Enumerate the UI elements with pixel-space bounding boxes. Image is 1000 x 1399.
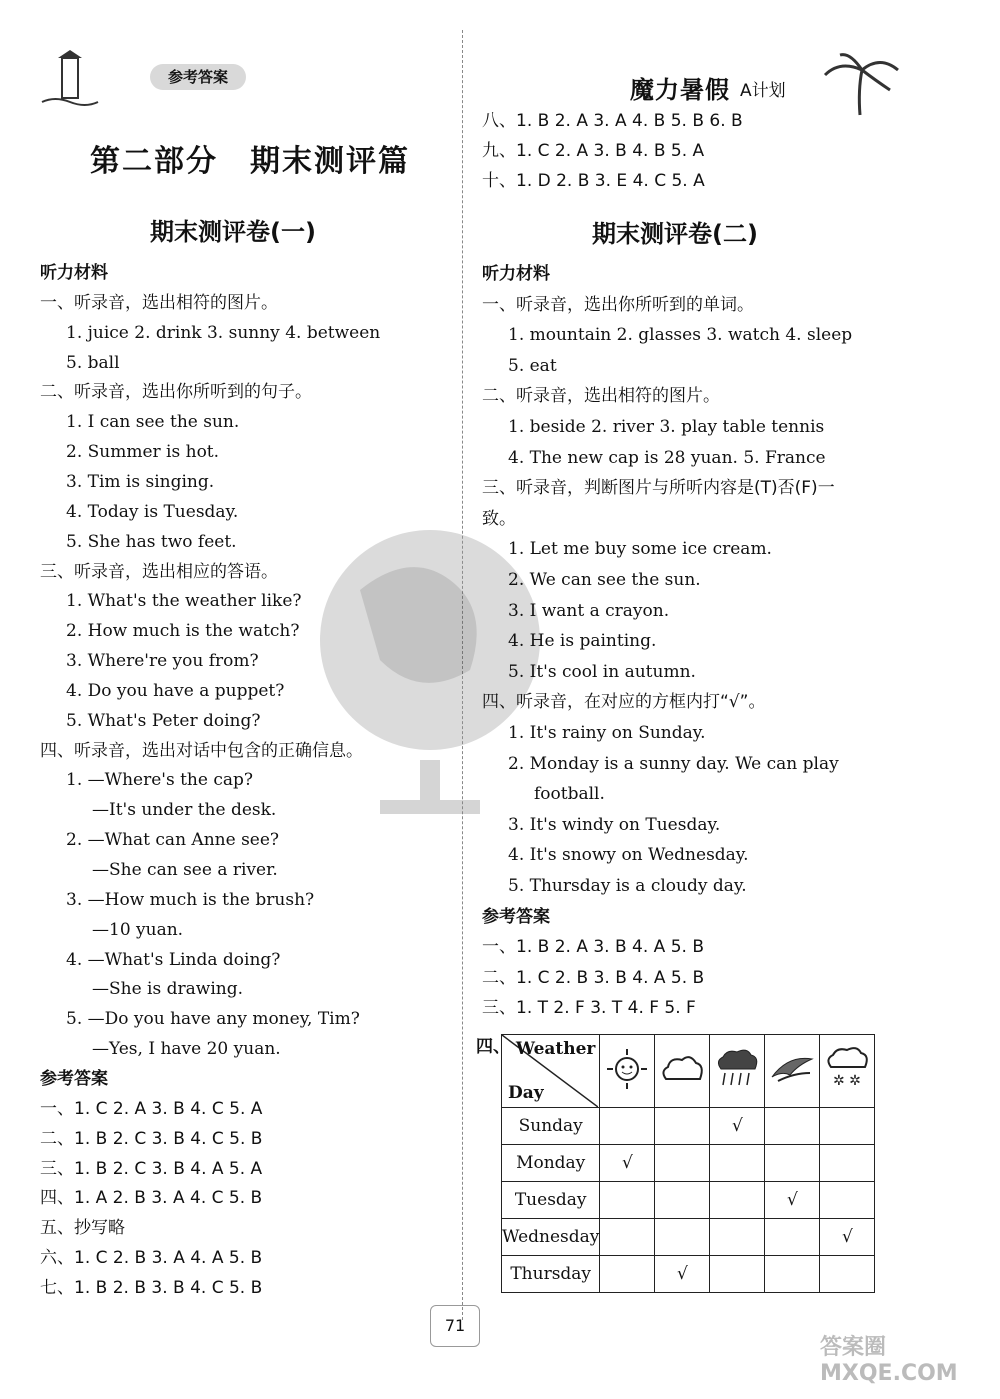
text-line: 一、1. C 2. A 3. B 4. C 5. A (40, 1098, 263, 1119)
text-line: football. (534, 784, 605, 805)
table-row (502, 1182, 875, 1219)
empty-cell (655, 1145, 710, 1182)
check-mark: √ (820, 1219, 875, 1256)
empty-cell (600, 1256, 655, 1293)
text-line: 1. What's the weather like? (66, 591, 302, 612)
brand-subtitle: A计划 (740, 81, 786, 101)
text-line: 一、听录音，选出相符的图片。 (40, 292, 278, 313)
sunny-icon (600, 1035, 655, 1108)
text-line: 3. Where're you from? (66, 651, 259, 672)
text-line: 5. What's Peter doing? (66, 710, 261, 731)
text-line: 1. beside 2. river 3. play table tennis (508, 417, 825, 437)
text-line: 2. We can see the sun. (508, 570, 701, 590)
table-label: 四、 (476, 1037, 510, 1057)
text-line: 四、1. A 2. B 3. A 4. C 5. B (40, 1188, 263, 1209)
text-line: —She is drawing. (92, 979, 243, 1000)
text-line: 5. Thursday is a cloudy day. (508, 876, 747, 896)
text-line: 3. —How much is the brush? (66, 889, 315, 910)
empty-cell (600, 1182, 655, 1219)
text-line: 七、1. B 2. B 3. B 4. C 5. B (40, 1277, 263, 1298)
text-line: 1. I can see the sun. (66, 412, 240, 433)
text-line: 二、听录音，选出你所听到的句子。 (40, 382, 312, 403)
text-line: 2. Summer is hot. (66, 442, 220, 463)
rainy-icon (710, 1035, 765, 1108)
text-line: 4. Do you have a puppet? (66, 680, 285, 701)
section-heading: 听力材料 (40, 263, 108, 283)
section-heading: 参考答案 (482, 906, 550, 927)
text-line: 三、听录音，选出相应的答语。 (40, 561, 278, 582)
empty-cell (765, 1219, 820, 1256)
empty-cell (655, 1219, 710, 1256)
page-number: 71 (430, 1305, 480, 1347)
text-line: 2. —What can Anne see? (66, 830, 280, 851)
check-mark: √ (765, 1182, 820, 1219)
empty-cell (600, 1219, 655, 1256)
text-line: 二、听录音，选出相符的图片。 (482, 386, 720, 407)
text-line: 4. —What's Linda doing? (66, 949, 281, 970)
weather-header: Weather (515, 1039, 596, 1059)
text-line: 六、1. C 2. B 3. A 4. A 5. B (40, 1248, 263, 1269)
text-line: 2. How much is the watch? (66, 621, 300, 642)
empty-cell (655, 1108, 710, 1145)
section-heading: 参考答案 (40, 1068, 108, 1089)
empty-cell (765, 1145, 820, 1182)
table-corner-cell (502, 1035, 600, 1108)
table-row (502, 1256, 875, 1293)
text-line: 3. Tim is singing. (66, 471, 215, 492)
text-line: 1. mountain 2. glasses 3. watch 4. sleep (508, 325, 853, 346)
answer-line: 九、1. C 2. A 3. B 4. B 5. A (482, 141, 705, 161)
table-row (502, 1108, 875, 1145)
text-line: 3. It's windy on Tuesday. (508, 814, 721, 835)
empty-cell (710, 1145, 765, 1182)
section-heading: 听力材料 (482, 264, 550, 284)
text-line: 三、1. B 2. C 3. B 4. A 5. A (40, 1158, 263, 1179)
part-title: 第二部分 期末测评篇 (90, 144, 410, 179)
snowy-icon (820, 1035, 875, 1108)
windy-icon (765, 1035, 820, 1108)
text-line: 二、1. B 2. C 3. B 4. C 5. B (40, 1128, 263, 1149)
right-section-title: 期末测评卷(二) (592, 220, 758, 248)
text-line: 5. It's cool in autumn. (508, 661, 696, 682)
text-line: 5. ball (66, 352, 120, 373)
text-line: 一、听录音，选出你所听到的单词。 (482, 294, 754, 315)
text-line: 三、1. T 2. F 3. T 4. F 5. F (482, 998, 696, 1019)
check-mark: √ (710, 1108, 765, 1145)
day-cell: Sunday (502, 1108, 600, 1145)
empty-cell (655, 1182, 710, 1219)
day-cell: Monday (502, 1145, 600, 1182)
empty-cell (600, 1108, 655, 1145)
text-line: 4. It's snowy on Wednesday. (508, 845, 749, 866)
text-line: —It's under the desk. (92, 800, 277, 821)
text-line: 五、抄写略 (40, 1218, 125, 1239)
text-line: 4. The new cap is 28 yuan. 5. France (508, 447, 826, 468)
text-line: 4. Today is Tuesday. (66, 501, 239, 522)
text-line: 2. Monday is a sunny day. We can play (508, 753, 839, 774)
lighthouse-icon (40, 50, 100, 110)
text-line: 致。 (482, 508, 516, 529)
empty-cell (765, 1108, 820, 1145)
empty-cell (820, 1145, 875, 1182)
text-line: 4. He is painting. (508, 631, 657, 652)
brand-title: 魔力暑假 (630, 76, 730, 104)
weather-table (501, 1034, 875, 1293)
text-line: 1. It's rainy on Sunday. (508, 723, 706, 743)
left-section-title: 期末测评卷(一) (150, 218, 316, 246)
table-row (502, 1145, 875, 1182)
text-line: —She can see a river. (92, 860, 278, 880)
text-line: 5. She has two feet. (66, 531, 237, 552)
answer-line: 八、1. B 2. A 3. A 4. B 5. B 6. B (482, 111, 743, 131)
check-mark: √ (600, 1145, 655, 1182)
empty-cell (710, 1219, 765, 1256)
text-line: 1. Let me buy some ice cream. (508, 539, 772, 560)
text-line: 1. —Where's the cap? (66, 770, 253, 791)
watermark: 答案圈 MXQE.COM (820, 1335, 958, 1386)
day-cell: Wednesday (502, 1219, 600, 1256)
text-line: 3. I want a crayon. (508, 600, 670, 621)
text-line: 二、1. C 2. B 3. B 4. A 5. B (482, 967, 705, 988)
empty-cell (820, 1108, 875, 1145)
cloudy-icon (655, 1035, 710, 1108)
empty-cell (710, 1256, 765, 1293)
table-header-row (502, 1035, 875, 1108)
empty-cell (710, 1182, 765, 1219)
day-cell: Thursday (502, 1256, 600, 1293)
empty-cell (820, 1256, 875, 1293)
svg-text:✲ ✲: ✲ ✲ (833, 1072, 862, 1089)
text-line: —Yes, I have 20 yuan. (92, 1039, 281, 1060)
text-line: 1. juice 2. drink 3. sunny 4. between (66, 322, 381, 343)
text-line: 5. eat (508, 355, 557, 376)
text-line: 5. —Do you have any money, Tim? (66, 1009, 360, 1030)
empty-cell (765, 1256, 820, 1293)
text-line: 四、听录音，在对应的方框内打“√”。 (482, 692, 766, 713)
day-header: Day (508, 1083, 544, 1103)
text-line: 三、听录音，判断图片与所听内容是(T)否(F)一 (482, 478, 835, 499)
palm-tree-icon (820, 50, 900, 120)
header-answer-label: 参考答案 (150, 64, 246, 90)
check-mark: √ (655, 1256, 710, 1293)
empty-cell (820, 1182, 875, 1219)
answer-line: 十、1. D 2. B 3. E 4. C 5. A (482, 171, 705, 191)
text-line: —10 yuan. (92, 919, 184, 940)
text-line: 一、1. B 2. A 3. B 4. A 5. B (482, 937, 704, 958)
table-row (502, 1219, 875, 1256)
day-cell: Tuesday (502, 1182, 600, 1219)
text-line: 四、听录音，选出对话中包含的正确信息。 (40, 740, 363, 761)
